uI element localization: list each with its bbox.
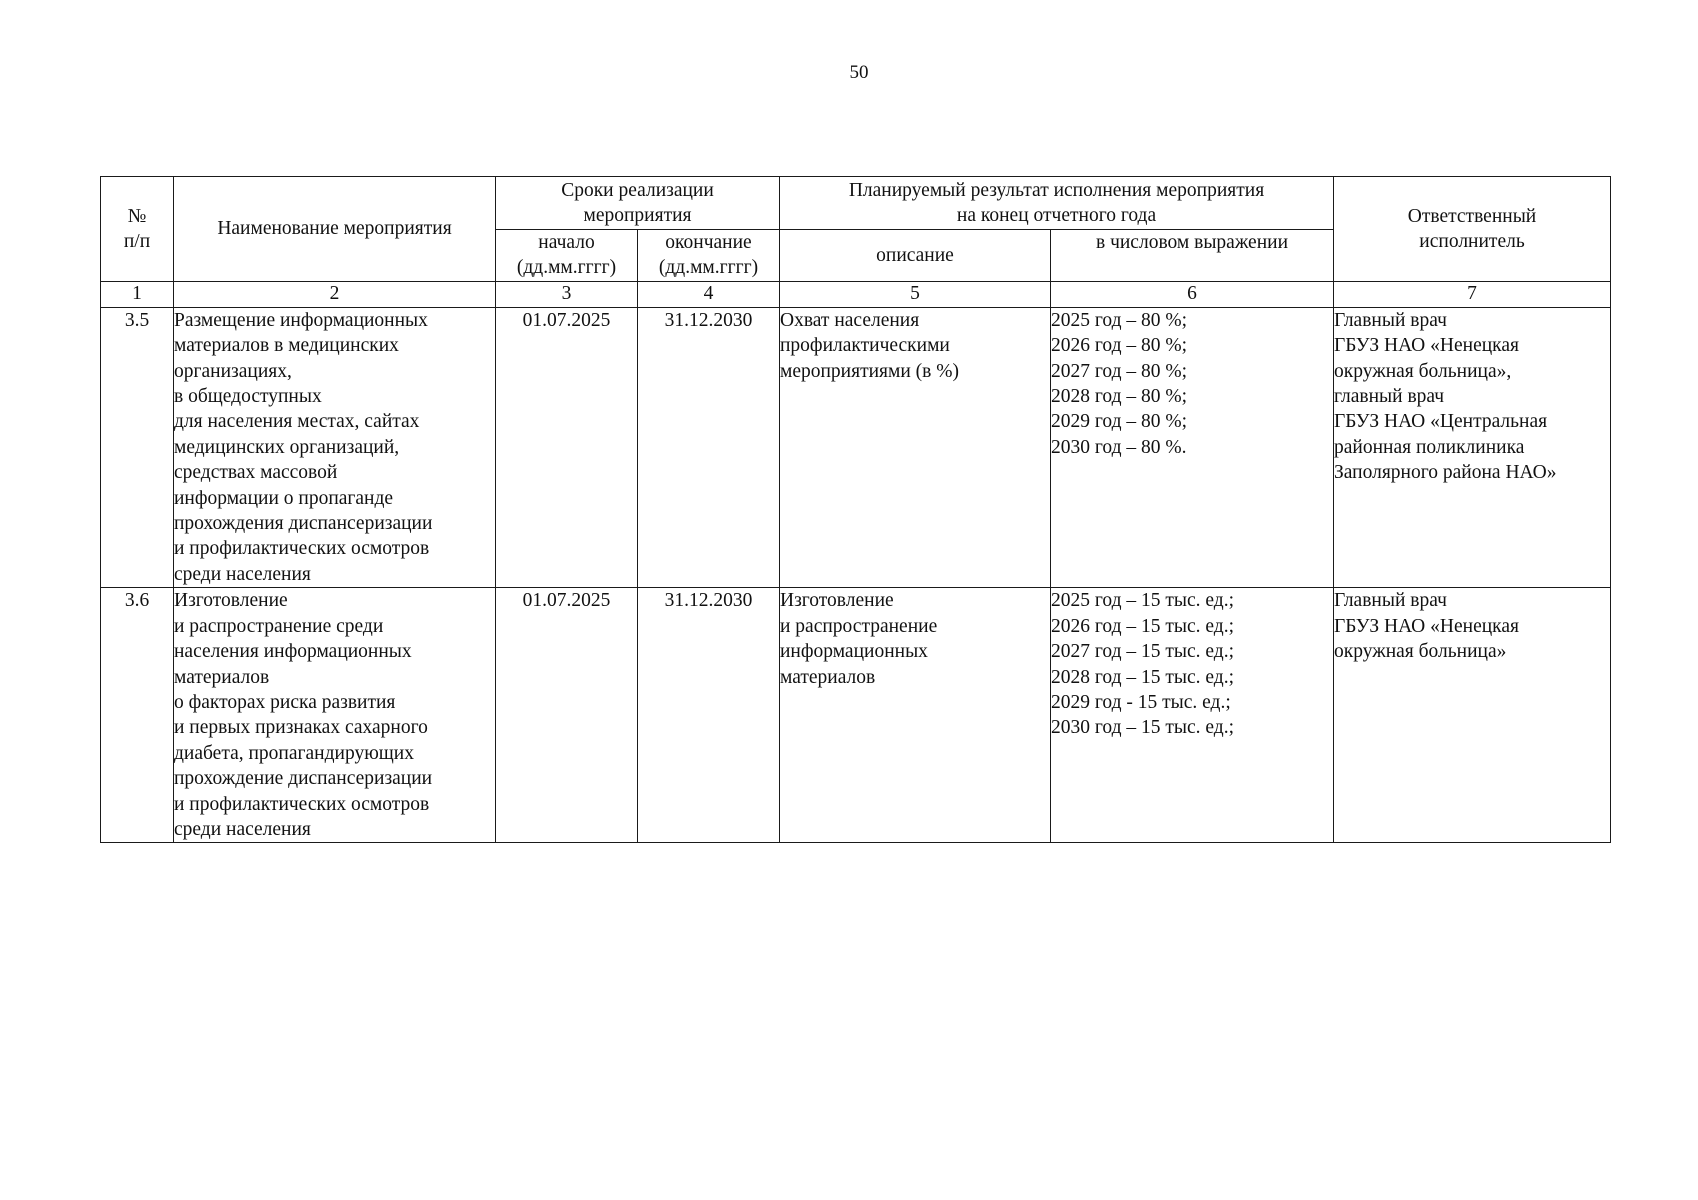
responsible-line: ГБУЗ НАО «Ненецкая: [1334, 335, 1519, 357]
numeric-value-line: 2028 год – 80 %;: [1051, 386, 1188, 408]
numeric-value-line: 2028 год – 15 тыс. ед.;: [1051, 666, 1235, 688]
column-number: 1: [101, 281, 174, 307]
responsible-line: Главный врач: [1334, 309, 1447, 331]
responsible-line: ГБУЗ НАО «Ненецкая: [1334, 615, 1519, 637]
description-line: и распространение: [780, 615, 938, 637]
activity-name-line: прохождения диспансеризации: [174, 513, 433, 535]
activity-name-line: Размещение информационных: [174, 309, 428, 331]
responsible-line: ГБУЗ НАО «Центральная: [1334, 411, 1548, 433]
end-date-cell: 31.12.2030: [638, 588, 780, 843]
activity-name-line: и профилактических осмотров: [174, 538, 430, 560]
numeric-value-line: 2027 год – 80 %;: [1051, 360, 1188, 382]
numeric-value-line: 2030 год – 80 %.: [1051, 436, 1187, 458]
description-cell: [780, 588, 1051, 843]
header-end-date: окончание (дд.мм.гггг): [638, 230, 780, 282]
responsible-line: Главный врач: [1334, 590, 1447, 612]
header-number: № п/п: [101, 177, 174, 282]
header-responsible: Ответственный исполнитель: [1334, 177, 1611, 282]
activity-name-line: населения информационных: [174, 641, 412, 663]
responsible-cell: [1334, 588, 1611, 843]
activity-name-cell: [174, 588, 496, 843]
table-row: [101, 307, 1611, 587]
header-description: описание: [780, 230, 1051, 282]
header-terms: Сроки реализации мероприятия: [496, 177, 780, 230]
activity-name-line: и распространение среди: [174, 615, 384, 637]
activity-name-line: материалов в медицинских: [174, 335, 399, 357]
activity-name-line: медицинских организаций,: [174, 436, 400, 458]
activity-name-line: и первых признаках сахарного: [174, 717, 428, 739]
numeric-value-line: 2029 год – 80 %;: [1051, 411, 1188, 433]
column-number: 2: [174, 281, 496, 307]
activity-name-line: среди населения: [174, 563, 311, 585]
numeric-value-line: 2026 год – 80 %;: [1051, 335, 1188, 357]
column-number: 3: [496, 281, 638, 307]
description-line: мероприятиями (в %): [780, 360, 959, 382]
numeric-value-line: 2025 год – 15 тыс. ед.;: [1051, 590, 1235, 612]
table-row: [101, 588, 1611, 843]
activity-name-line: в общедоступных: [174, 386, 322, 408]
activity-name-line: материалов: [174, 666, 270, 688]
description-line: материалов: [780, 666, 876, 688]
activity-name-line: организациях,: [174, 360, 292, 382]
row-number: 3.5: [101, 307, 174, 587]
activity-name-line: для населения местах, сайтах: [174, 411, 420, 433]
responsible-line: Заполярного района НАО»: [1334, 462, 1557, 484]
description-line: Изготовление: [780, 590, 894, 612]
end-date-cell: 31.12.2030: [638, 307, 780, 587]
column-number: 5: [780, 281, 1051, 307]
numeric-value-line: 2029 год - 15 тыс. ед.;: [1051, 691, 1231, 713]
numeric-value-line: 2030 год – 15 тыс. ед.;: [1051, 717, 1235, 739]
activity-name-cell: [174, 307, 496, 587]
description-cell: [780, 307, 1051, 587]
numeric-value-line: 2025 год – 80 %;: [1051, 309, 1188, 331]
activity-name-line: и профилактических осмотров: [174, 793, 430, 815]
numeric-values-cell: [1051, 588, 1334, 843]
description-line: Охват населения: [780, 309, 920, 331]
column-number: 4: [638, 281, 780, 307]
activity-name-line: о факторах риска развития: [174, 691, 396, 713]
header-numeric: в числовом выражении: [1051, 230, 1334, 282]
numeric-values-cell: [1051, 307, 1334, 587]
page-number: 50: [849, 62, 869, 83]
responsible-line: окружная больница»: [1334, 641, 1507, 663]
responsible-line: районная поликлиника: [1334, 436, 1525, 458]
activity-name-line: Изготовление: [174, 590, 288, 612]
description-line: профилактическими: [780, 335, 950, 357]
responsible-line: окружная больница»,: [1334, 360, 1512, 382]
header-start-date: начало (дд.мм.гггг): [496, 230, 638, 282]
header-activity-name: Наименование мероприятия: [174, 177, 496, 282]
activity-name-line: среди населения: [174, 818, 311, 840]
responsible-cell: [1334, 307, 1611, 587]
activities-table: [100, 176, 1611, 843]
numeric-value-line: 2027 год – 15 тыс. ед.;: [1051, 641, 1235, 663]
numeric-value-line: 2026 год – 15 тыс. ед.;: [1051, 615, 1235, 637]
row-number: 3.6: [101, 588, 174, 843]
column-numbers-row: [101, 281, 1611, 307]
activity-name-line: информации о пропаганде: [174, 487, 394, 509]
start-date-cell: 01.07.2025: [496, 307, 638, 587]
activity-name-line: диабета, пропагандирующих: [174, 742, 414, 764]
description-line: информационных: [780, 641, 928, 663]
column-number: 6: [1051, 281, 1334, 307]
activity-name-line: средствах массовой: [174, 462, 338, 484]
responsible-line: главный врач: [1334, 386, 1445, 408]
header-planned-result: Планируемый результат исполнения мероприятия на конец отчетного года: [780, 177, 1334, 230]
column-number: 7: [1334, 281, 1611, 307]
start-date-cell: 01.07.2025: [496, 588, 638, 843]
activity-name-line: прохождение диспансеризации: [174, 768, 433, 790]
